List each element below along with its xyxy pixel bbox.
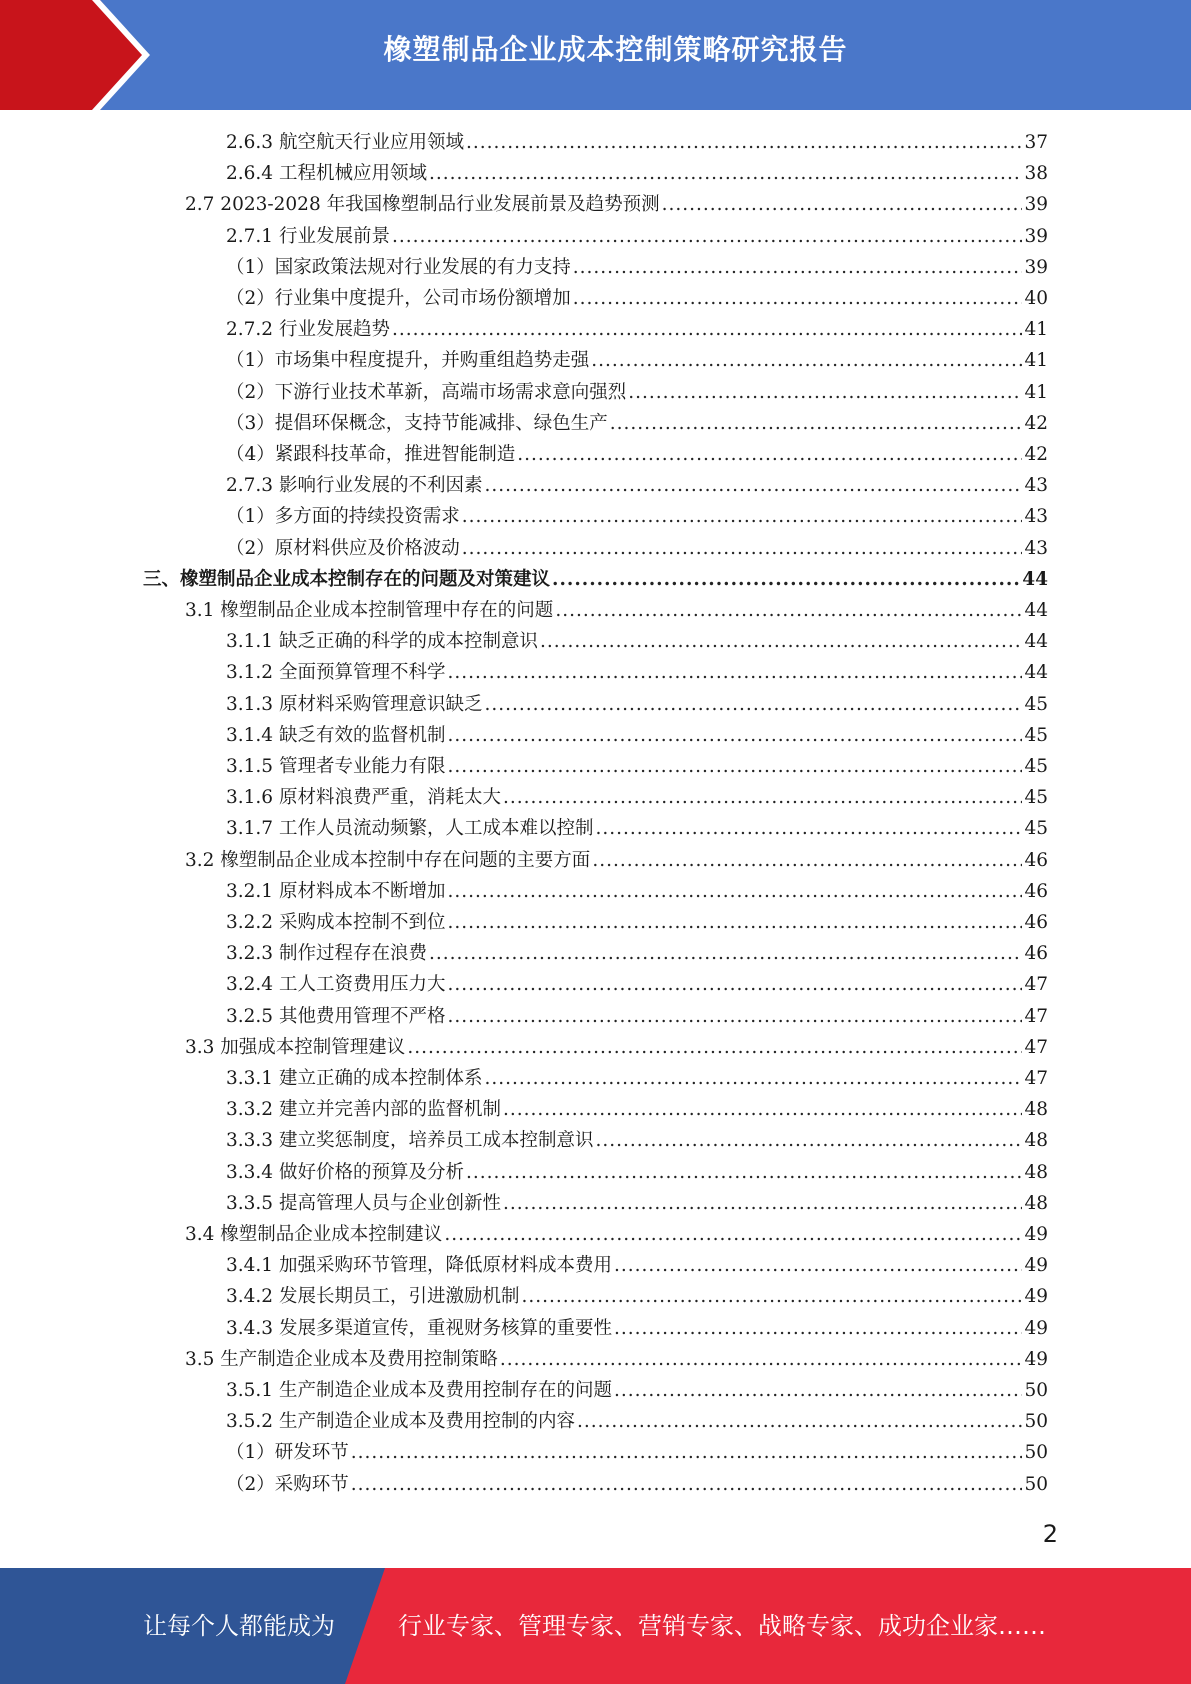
toc-leader-dots	[540, 631, 1022, 652]
page-footer	[0, 1568, 1191, 1684]
toc-entry[interactable]	[226, 471, 1048, 502]
toc-entry-title: （1）国家政策法规对行业发展的有力支持	[226, 256, 571, 278]
toc-leader-dots	[503, 787, 1022, 808]
toc-entry-title: 3.1.2 全面预算管理不科学	[226, 662, 446, 684]
report-title: 橡塑制品企业成本控制策略研究报告	[383, 33, 848, 66]
toc-entry[interactable]	[226, 128, 1048, 159]
toc-entry[interactable]	[226, 721, 1048, 752]
toc-entry-title: （1）研发环节	[226, 1442, 349, 1464]
toc-entry-title: 3.1.4 缺乏有效的监督机制	[226, 724, 446, 746]
toc-entry-title: 3.1.1 缺乏正确的科学的成本控制意识	[226, 631, 538, 653]
toc-entry-title: 2.7 2023-2028 年我国橡塑制品行业发展前景及趋势预测	[185, 194, 660, 216]
toc-entry-page: 45	[1024, 693, 1048, 715]
toc-entry[interactable]	[226, 658, 1048, 689]
toc-entry[interactable]	[226, 814, 1048, 845]
toc-entry-title: （2）行业集中度提升，公司市场份额增加	[226, 288, 571, 309]
toc-leader-dots	[351, 1442, 1023, 1463]
toc-entry[interactable]	[185, 846, 1048, 877]
toc-entry[interactable]	[226, 1251, 1048, 1282]
toc-entry[interactable]	[226, 378, 1048, 409]
toc-entry-title: 3.3.2 建立并完善内部的监督机制	[226, 1099, 501, 1121]
toc-entry-title: 3.1.3 原材料采购管理意识缺乏	[226, 693, 483, 715]
toc-entry[interactable]	[226, 627, 1048, 658]
toc-entry[interactable]	[226, 222, 1048, 253]
toc-entry-title: 3.3.3 建立奖惩制度，培养员工成本控制意识	[226, 1130, 594, 1152]
toc-entry[interactable]	[226, 159, 1048, 190]
toc-leader-dots	[407, 1037, 1022, 1058]
toc-entry-page: 43	[1024, 537, 1048, 559]
toc-leader-dots	[392, 226, 1022, 247]
toc-leader-dots	[444, 1224, 1022, 1245]
toc-leader-dots	[462, 506, 1023, 527]
toc-entry[interactable]	[226, 908, 1048, 939]
toc-entry-page: 48	[1024, 1099, 1048, 1121]
toc-entry-title: （3）提倡环保概念，支持节能减排、绿色生产	[226, 412, 608, 434]
toc-entry-page: 45	[1024, 787, 1048, 809]
toc-leader-dots	[595, 1130, 1022, 1151]
toc-entry[interactable]	[226, 1126, 1048, 1157]
toc-entry-title: 3.3.4 做好价格的预算及分析	[226, 1161, 464, 1183]
toc-entry-title: 2.7.2 行业发展趋势	[226, 319, 390, 341]
toc-leader-dots	[429, 943, 1022, 964]
toc-entry-page: 39	[1024, 225, 1048, 247]
toc-entry[interactable]	[226, 1002, 1048, 1033]
toc-leader-dots	[447, 974, 1022, 995]
page-number: 2	[1042, 1520, 1058, 1548]
toc-entry-page: 43	[1024, 475, 1048, 497]
toc-entry-title: 3.3.1 建立正确的成本控制体系	[226, 1068, 483, 1089]
toc-entry-title: 3.5.2 生产制造企业成本及费用控制的内容	[226, 1411, 575, 1433]
toc-entry[interactable]	[226, 1470, 1048, 1501]
toc-leader-dots	[429, 163, 1022, 184]
toc-entry-title: 3.2.4 工人工资费用压力大	[226, 974, 446, 996]
toc-entry[interactable]	[226, 877, 1048, 908]
toc-leader-dots	[573, 257, 1023, 278]
toc-entry-title: 3.4.3 发展多渠道宣传，重视财务核算的重要性	[226, 1317, 612, 1339]
toc-entry-page: 46	[1024, 849, 1048, 871]
toc-leader-dots	[552, 569, 1020, 590]
toc-entry[interactable]	[185, 1220, 1048, 1251]
toc-leader-dots	[484, 694, 1022, 715]
toc-entry[interactable]	[226, 534, 1048, 565]
toc-entry-page: 48	[1024, 1161, 1048, 1183]
toc-entry-page: 44	[1022, 568, 1048, 590]
toc-entry-title: 3.2.5 其他费用管理不严格	[226, 1005, 446, 1027]
toc-entry-title: （1）多方面的持续投资需求	[226, 506, 460, 528]
toc-entry-page: 49	[1024, 1348, 1048, 1370]
toc-leader-dots	[500, 1349, 1023, 1370]
toc-entry-page: 49	[1024, 1286, 1048, 1308]
toc-leader-dots	[628, 382, 1022, 403]
toc-entry[interactable]	[226, 970, 1048, 1001]
toc-leader-dots	[447, 662, 1022, 683]
toc-entry-title: 3.2 橡塑制品企业成本控制中存在问题的主要方面	[185, 849, 591, 871]
toc-entry-title: 3.1.7 工作人员流动频繁，人工成本难以控制	[226, 818, 594, 840]
toc-entry-title: 3.5.1 生产制造企业成本及费用控制存在的问题	[226, 1380, 612, 1401]
toc-entry[interactable]	[226, 284, 1048, 315]
toc-entry-page: 39	[1024, 194, 1048, 216]
toc-leader-dots	[610, 413, 1023, 434]
toc-entry-page: 48	[1024, 1192, 1048, 1214]
toc-entry-page: 38	[1024, 163, 1048, 185]
toc-entry[interactable]	[226, 1095, 1048, 1126]
toc-entry-title: （2）原材料供应及价格波动	[226, 537, 460, 559]
toc-entry[interactable]	[185, 596, 1048, 627]
toc-entry[interactable]	[226, 1189, 1048, 1220]
toc-entry[interactable]	[143, 565, 1048, 596]
toc-entry-title: 2.7.3 影响行业发展的不利因素	[226, 475, 483, 497]
toc-entry-title: 3.2.3 制作过程存在浪费	[226, 943, 427, 965]
toc-entry-page: 44	[1024, 600, 1048, 621]
toc-entry[interactable]	[226, 253, 1048, 284]
toc-leader-dots	[521, 1286, 1022, 1307]
toc-entry-page: 41	[1024, 319, 1048, 341]
toc-leader-dots	[503, 1193, 1022, 1214]
toc-entry-page: 48	[1024, 1130, 1048, 1152]
footer-slogan-right: 行业专家、管理专家、营销专家、战略专家、成功企业家……	[398, 1612, 1046, 1640]
toc-leader-dots	[447, 725, 1022, 746]
toc-entry-title: （2）下游行业技术革新，高端市场需求意向强烈	[226, 381, 627, 403]
toc-entry-page: 45	[1024, 724, 1048, 746]
toc-entry-title: 3.2.1 原材料成本不断增加	[226, 880, 446, 902]
toc-entry-page: 47	[1024, 974, 1048, 996]
toc-entry-title: 2.6.3 航空航天行业应用领域	[226, 132, 464, 153]
toc-entry-title: 3.2.2 采购成本控制不到位	[226, 912, 446, 933]
toc-entry-title: （4）紧跟科技革命，推进智能制造	[226, 444, 516, 465]
toc-entry-page: 46	[1024, 943, 1048, 965]
toc-entry-page: 49	[1024, 1317, 1048, 1339]
toc-entry-page: 40	[1024, 288, 1048, 309]
toc-entry-page: 50	[1024, 1442, 1048, 1464]
toc-entry-title: 2.7.1 行业发展前景	[226, 225, 390, 247]
toc-leader-dots	[592, 850, 1022, 871]
toc-leader-dots	[614, 1318, 1022, 1339]
toc-entry[interactable]	[226, 1282, 1048, 1313]
toc-entry[interactable]	[226, 1376, 1048, 1407]
toc-entry[interactable]	[226, 1158, 1048, 1189]
toc-entry[interactable]	[226, 440, 1048, 471]
toc-leader-dots	[351, 1474, 1023, 1495]
toc-entry-page: 42	[1024, 444, 1048, 465]
toc-entry-page: 39	[1024, 256, 1048, 278]
toc-entry-page: 46	[1024, 880, 1048, 902]
toc-entry[interactable]	[226, 502, 1048, 533]
toc-leader-dots	[614, 1380, 1022, 1401]
toc-entry-title: 2.6.4 工程机械应用领域	[226, 163, 427, 185]
toc-entry[interactable]	[185, 190, 1048, 221]
toc-leader-dots	[517, 444, 1022, 465]
toc-leader-dots	[573, 288, 1023, 309]
toc-entry[interactable]	[226, 1407, 1048, 1438]
toc-entry[interactable]	[226, 1314, 1048, 1345]
toc-entry-title: 3.4.1 加强采购环节管理，降低原材料成本费用	[226, 1255, 612, 1277]
toc-entry-page: 47	[1024, 1005, 1048, 1027]
toc-leader-dots	[462, 538, 1023, 559]
toc-entry[interactable]	[226, 752, 1048, 783]
toc-leader-dots	[466, 1162, 1022, 1183]
toc-entry[interactable]	[226, 783, 1048, 814]
toc-entry-page: 41	[1024, 350, 1048, 372]
toc-entry-title: 3.1 橡塑制品企业成本控制管理中存在的问题	[185, 600, 554, 621]
toc-leader-dots	[447, 1006, 1022, 1027]
toc-entry-title: （2）采购环节	[226, 1473, 349, 1495]
toc-entry-title: 三、橡塑制品企业成本控制存在的问题及对策建议	[143, 568, 551, 590]
toc-entry-page: 47	[1024, 1036, 1048, 1058]
toc-entry-page: 49	[1024, 1224, 1048, 1245]
toc-entry-title: 3.1.5 管理者专业能力有限	[226, 756, 446, 777]
toc-entry-title: 3.4 橡塑制品企业成本控制建议	[185, 1224, 443, 1245]
toc-entry-page: 42	[1024, 412, 1048, 434]
toc-entry[interactable]	[226, 1438, 1048, 1469]
toc-entry-title: 3.4.2 发展长期员工，引进激励机制	[226, 1286, 520, 1308]
toc-leader-dots	[392, 319, 1022, 340]
toc-entry-page: 46	[1024, 912, 1048, 933]
toc-entry-page: 43	[1024, 506, 1048, 528]
toc-leader-dots	[577, 1411, 1022, 1432]
toc-entry[interactable]	[226, 939, 1048, 970]
toc-leader-dots	[484, 1068, 1022, 1089]
toc-entry-page: 49	[1024, 1255, 1048, 1277]
toc-entry-title: 3.3 加强成本控制管理建议	[185, 1036, 406, 1058]
toc-leader-dots	[662, 194, 1023, 215]
toc-leader-dots	[503, 1099, 1022, 1120]
toc-leader-dots	[595, 818, 1022, 839]
toc-entry[interactable]	[185, 1033, 1048, 1064]
toc-entry-page: 50	[1024, 1380, 1048, 1401]
toc-entry-title: 3.1.6 原材料浪费严重，消耗太大	[226, 787, 501, 809]
toc-entry-page: 45	[1024, 818, 1048, 840]
toc-leader-dots	[447, 912, 1022, 933]
toc-entry[interactable]	[226, 315, 1048, 346]
toc-leader-dots	[447, 881, 1022, 902]
page-header	[0, 0, 1191, 110]
toc-entry-page: 44	[1024, 631, 1048, 653]
toc-entry-page: 45	[1024, 756, 1048, 777]
toc-leader-dots	[466, 132, 1022, 153]
toc-entry-page: 41	[1024, 381, 1048, 403]
toc-entry-page: 50	[1024, 1473, 1048, 1495]
toc-entry-title: 3.5 生产制造企业成本及费用控制策略	[185, 1348, 498, 1370]
toc-leader-dots	[614, 1255, 1022, 1276]
toc-entry[interactable]	[226, 1064, 1048, 1095]
toc-entry[interactable]	[226, 690, 1048, 721]
toc-leader-dots	[447, 756, 1022, 777]
toc-entry[interactable]	[226, 409, 1048, 440]
toc-entry-title: 3.3.5 提高管理人员与企业创新性	[226, 1192, 501, 1214]
toc-entry[interactable]	[226, 346, 1048, 377]
toc-leader-dots	[591, 350, 1022, 371]
toc-entry[interactable]	[185, 1345, 1048, 1376]
footer-slogan-left: 让每个人都能成为	[143, 1612, 335, 1640]
toc-leader-dots	[484, 475, 1022, 496]
toc-leader-dots	[555, 600, 1022, 621]
toc-entry-page: 44	[1024, 662, 1048, 684]
toc-entry-page: 50	[1024, 1411, 1048, 1433]
toc-entry-title: （1）市场集中程度提升，并购重组趋势走强	[226, 350, 590, 372]
toc-entry-page: 37	[1024, 132, 1048, 153]
toc-entry-page: 47	[1024, 1068, 1048, 1089]
